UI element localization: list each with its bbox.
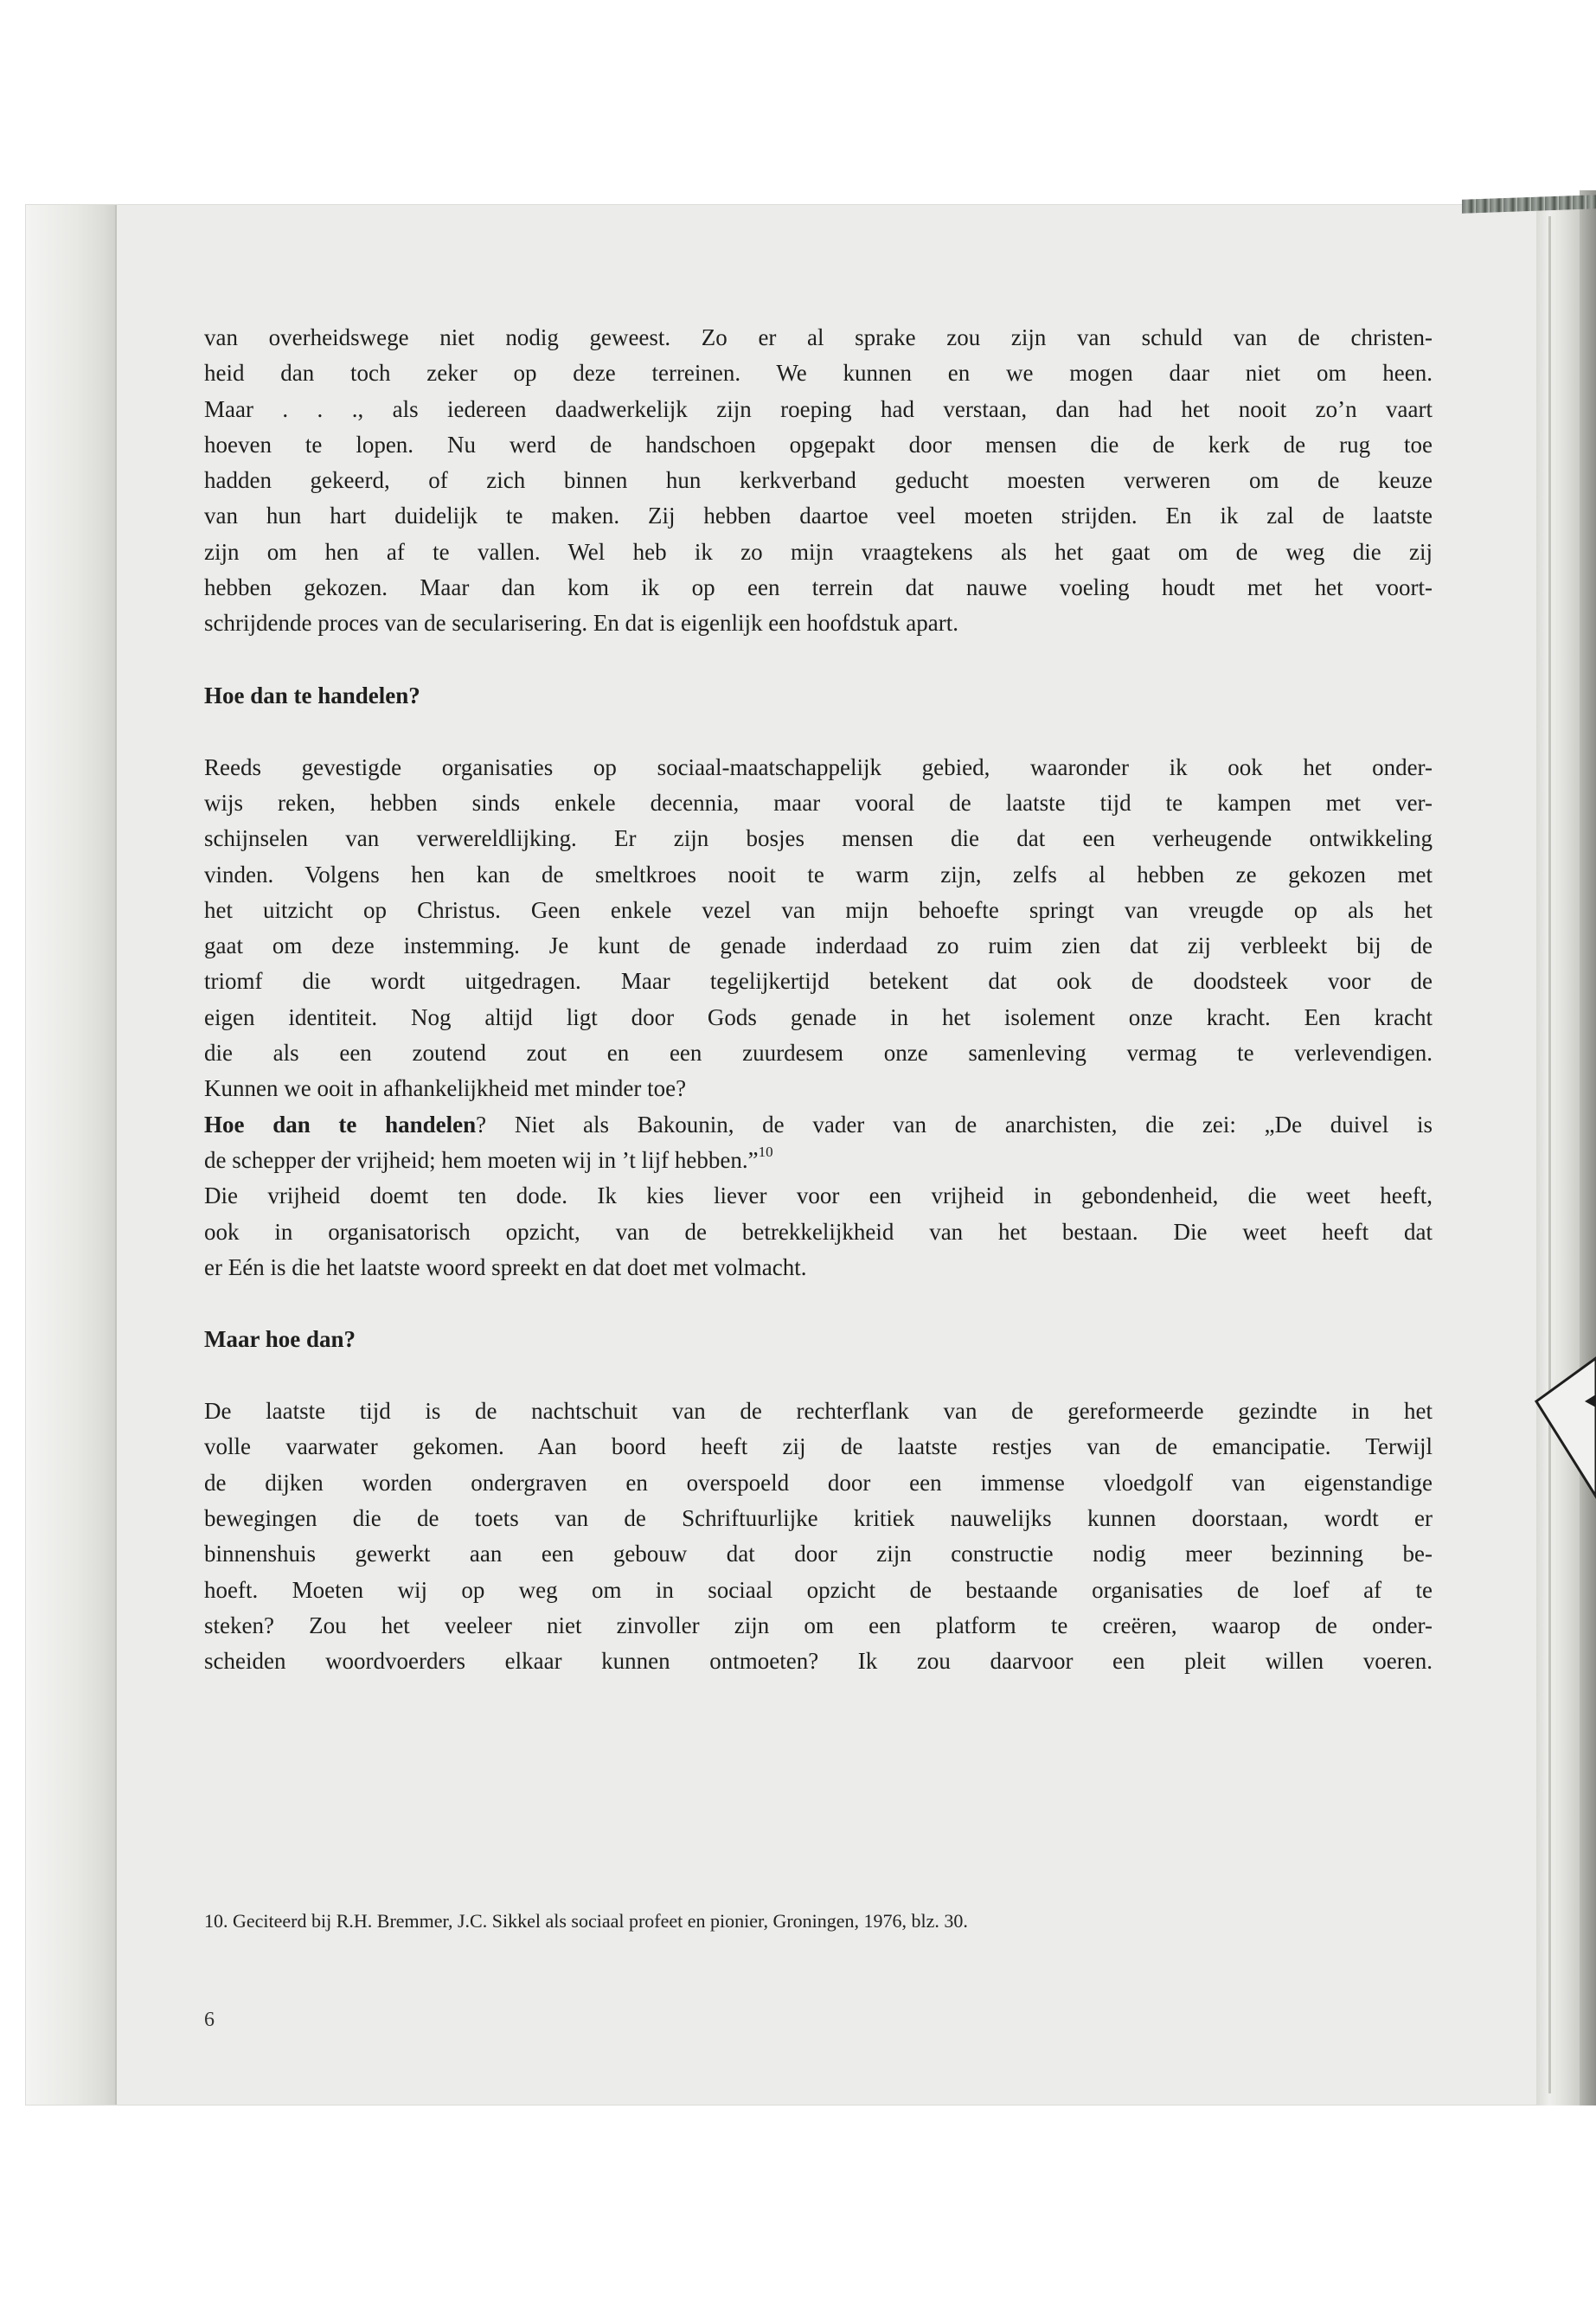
page-edge-line [1548,216,1551,2093]
page-binding-gutter [26,205,117,2105]
paragraph-3 [204,1107,1433,1179]
text-line: volle vaarwater gekomen. Aan boord heeft zij de laatste restjes van de emancipatie. Terwijl [204,1433,1433,1460]
text-line: heid dan toch zeker op deze terreinen. We kunnen en we mogen daar niet om heen. [204,360,1433,387]
text-line: wijs reken, hebben sinds enkele decennia, maar vooral de laatste tijd te kampen met ver- [204,789,1433,816]
text-line: triomf die wordt uitgedragen. Maar tegelijkertijd betekent dat ook de doodsteek voor de [204,968,1433,995]
text-line: die als een zoutend zout en een zuurdesem onze samenleving vermag te verlevendigen. [204,1040,1433,1067]
page-text [204,320,1433,1680]
bookmark-tab-icon [1529,1349,1596,1505]
text-line: vinden. Volgens hen kan de smeltkroes nooit te warm zijn, zelfs al hebben ze gekozen met [204,861,1433,888]
text-line [204,1107,1433,1143]
inline-bold-lead: Hoe dan te handelen [204,1111,477,1138]
page-number: 6 [204,2009,215,2031]
text-line: het uitzicht op Christus. Geen enkele vezel van mijn behoefte springt van vreugde op als het [204,896,1433,923]
footnote-10: 10. Geciteerd bij R.H. Bremmer, J.C. Sikkel als sociaal profeet en pionier, Groningen, 1976, blz. 30. [204,1910,968,1932]
text-line: hoeven te lopen. Nu werd de handschoen opgepakt door mensen die de kerk de rug toe [204,431,1433,458]
paragraph-4 [204,1178,1433,1285]
text-line: scheiden woordvoerders elkaar kunnen ontmoeten? Ik zou daarvoor een pleit willen voeren. [204,1648,1433,1675]
text-line: ook in organisatorisch opzicht, van de betrekkelijkheid van het bestaan. Die weet heeft dat [204,1218,1433,1245]
text-line: binnenshuis gewerkt aan een gebouw dat door zijn constructie nodig meer bezinning be- [204,1541,1433,1567]
text-line: hoeft. Moeten wij op weg om in sociaal opzicht de bestaande organisaties de loef af te [204,1576,1433,1603]
text-line: steken? Zou het veeleer niet zinvoller zijn om een platform te creëren, waarop de onder- [204,1612,1433,1638]
paragraph-5 [204,1394,1433,1679]
section-heading-maar-hoe-dan: Maar hoe dan? [204,1326,356,1353]
text-line: van overheidswege niet nodig geweest. Zo er al sprake zou zijn van schuld van de christen- [204,324,1433,350]
text-line: De laatste tijd is de nachtschuit van de rechterflank van de gereformeerde gezindte in het [204,1398,1433,1425]
next-pages-edge [1536,201,1580,2106]
section-heading-hoe-dan-te-handelen: Hoe dan te handelen? [204,682,420,708]
text-line: Kunnen we ooit in afhankelijkheid met minder toe? [204,1075,687,1102]
text-line: van hun hart duidelijk te maken. Zij hebben daartoe veel moeten strijden. En ik zal de laatste [204,503,1433,529]
paragraph-1 [204,320,1433,642]
text-line: er Eén is die het laatste woord spreekt en dat doet met volmacht. [204,1253,807,1280]
text-line: gaat om deze instemming. Je kunt de genade inderdaad zo ruim zien dat zij verbleekt bij de [204,933,1433,959]
text-line: schijnselen van verwereldlijking. Er zijn bosjes mensen die dat een verheugende ontwikkeling [204,825,1433,852]
text-line: schrijdende proces van de secularisering. En dat is eigenlijk een hoofdstuk apart. [204,610,958,637]
text-line: de dijken worden ondergraven en overspoeld door een immense vloedgolf van eigenstandige [204,1469,1433,1496]
text-line: zijn om hen af te vallen. Wel heb ik zo mijn vraagtekens als het gaat om de weg die zij [204,538,1433,565]
text-run: ? Niet als Bakounin, de vader van de anarchisten, die zei: „De duivel is [476,1111,1433,1138]
footnote-reference: 10 [758,1143,773,1160]
text-line: eigen identiteit. Nog altijd ligt door Gods genade in het isolement onze kracht. Een kracht [204,1003,1433,1030]
text-line: Maar . . ., als iedereen daadwerkelijk zijn roeping had verstaan, dan had het nooit zo’n vaart [204,395,1433,422]
text-line [204,1143,1433,1178]
text-run: de schepper der vrijheid; hem moeten wij in ’t lijf hebben.” [204,1146,759,1173]
paragraph-2 [204,750,1433,1107]
text-line: hebben gekozen. Maar dan kom ik op een terrein dat nauwe voeling houdt met het voort- [204,574,1433,601]
text-line: Reeds gevestigde organisaties op sociaal-maatschappelijk gebied, waaronder ik ook het onder- [204,753,1433,780]
book-cover-edge [1580,190,1596,2106]
text-line: Die vrijheid doemt ten dode. Ik kies liever voor een vrijheid in gebondenheid, die weet heeft, [204,1183,1433,1209]
text-line: bewegingen die de toets van de Schriftuurlijke kritiek nauwelijks kunnen doorstaan, wordt er [204,1505,1433,1532]
text-line: hadden gekeerd, of zich binnen hun kerkverband geducht moesten verweren om de keuze [204,467,1433,494]
